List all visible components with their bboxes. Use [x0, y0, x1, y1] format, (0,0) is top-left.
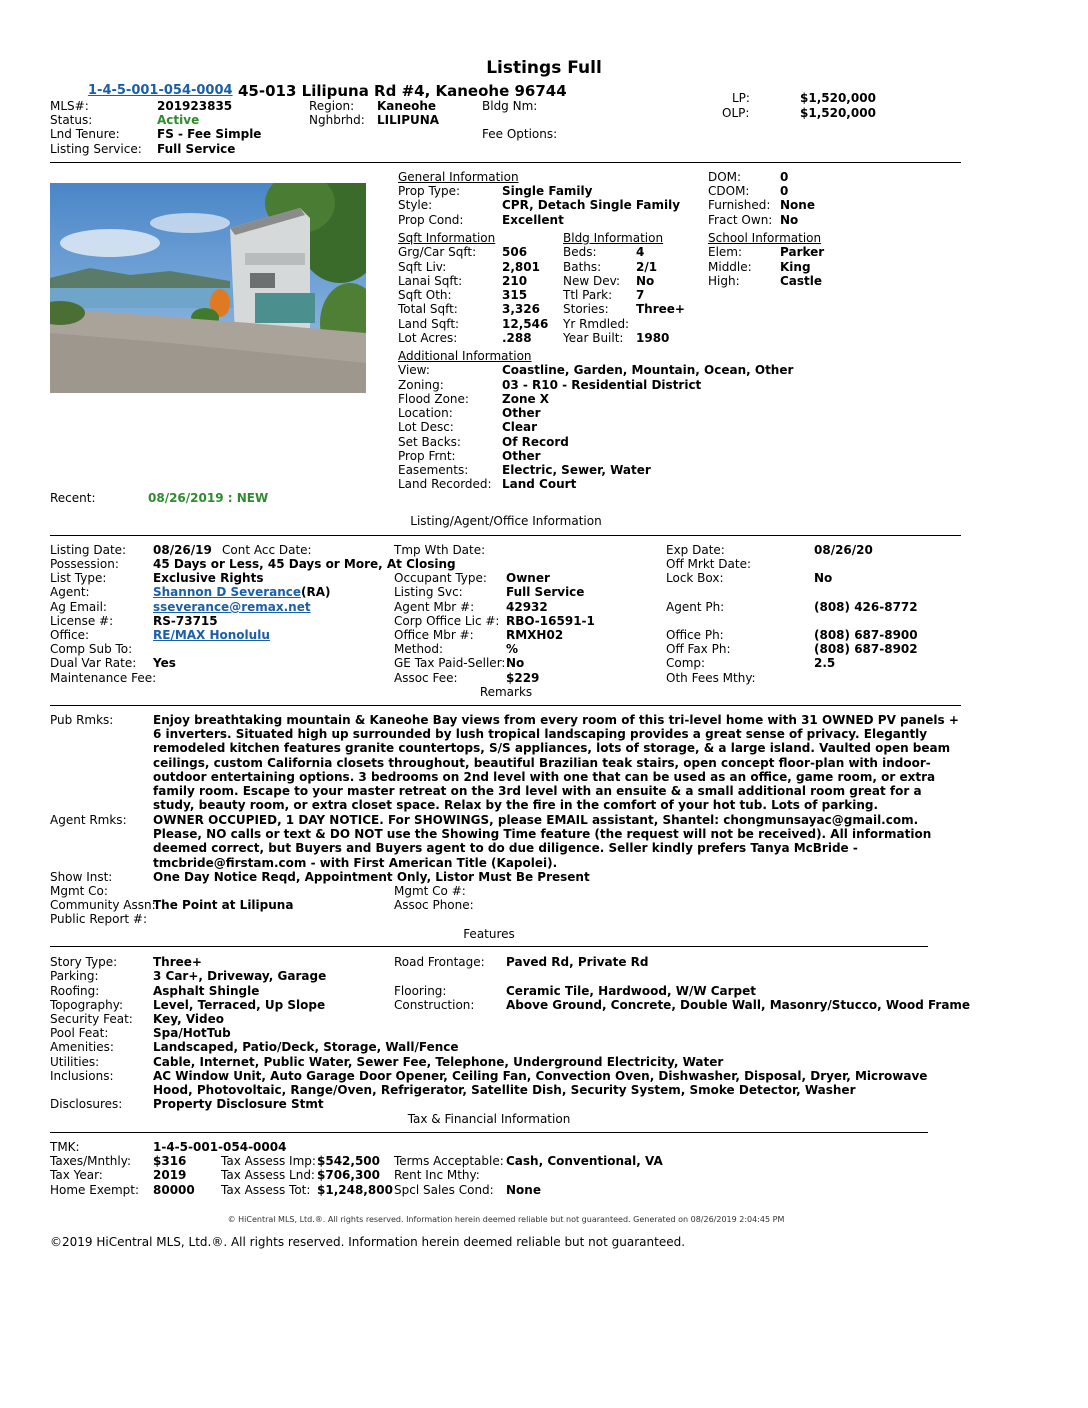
location-value: Other	[502, 406, 541, 420]
agent-mbr-label: Agent Mbr #:	[394, 600, 475, 614]
maintenance-fee-label: Maintenance Fee:	[50, 671, 157, 685]
service-label: Listing Service:	[50, 142, 142, 156]
license-label: License #:	[50, 614, 114, 628]
assess-lnd-value: $706,300	[317, 1168, 381, 1182]
security-label: Security Feat:	[50, 1012, 133, 1026]
mgmt-co-no-label: Mgmt Co #:	[394, 884, 466, 898]
zoning-value: 03 - R10 - Residential District	[502, 378, 702, 392]
agent-rmks-label: Agent Rmks:	[50, 813, 127, 827]
set-backs-value: Of Record	[502, 435, 569, 449]
exp-date-value: 08/26/20	[814, 543, 873, 557]
flooring-value: Ceramic Tile, Hardwood, W/W Carpet	[506, 984, 757, 998]
pub-rmks-label: Pub Rmks:	[50, 713, 114, 727]
prop-type-label: Prop Type:	[398, 184, 461, 198]
show-inst-label: Show Inst:	[50, 870, 113, 884]
dual-var-label: Dual Var Rate:	[50, 656, 137, 670]
agent-rmks-text: OWNER OCCUPIED, 1 DAY NOTICE. For SHOWINGS, please EMAIL assistant, Shantel: chongmunsayac@gmail.com. Please, NO calls or text & DO NOT use the Showing Time feature (the request will not be received). All information deemed correct, but Buyers and Buyers agent to do due diligence. Seller kindly prefers Tanya McBride - tmcbride@firstam.com - with First American Title (Kapolei).	[153, 813, 932, 870]
nghbrhd-value: LILIPUNA	[377, 113, 440, 127]
comp-value: 2.5	[814, 656, 836, 670]
mgmt-co-label: Mgmt Co:	[50, 884, 108, 898]
topography-value: Level, Terraced, Up Slope	[153, 998, 326, 1012]
tax-heading: Tax & Financial Information	[407, 1112, 571, 1126]
style-value: CPR, Detach Single Family	[502, 198, 681, 212]
additional-heading: Additional Information	[398, 349, 532, 363]
baths-label: Baths:	[563, 260, 602, 274]
office-mbr-value: RMXH02	[506, 628, 564, 642]
off-fax-label: Off Fax Ph:	[666, 642, 731, 656]
agent-suffix: (RA)	[301, 585, 331, 599]
prop-type-value: Single Family	[502, 184, 593, 198]
spcl-sales-label: Spcl Sales Cond:	[394, 1183, 494, 1197]
general-heading: General Information	[398, 170, 519, 184]
footer-copyright: ©2019 HiCentral MLS, Ltd.®. All rights reserved. Information herein deemed reliable but not guaranteed.	[50, 1235, 686, 1249]
office-ph-value: (808) 687-8900	[814, 628, 918, 642]
region-label: Region:	[309, 99, 355, 113]
occupant-label: Occupant Type:	[394, 571, 487, 585]
bldg-heading: Bldg Information	[563, 231, 664, 245]
comp-sub-label: Comp Sub To:	[50, 642, 133, 656]
lock-box-label: Lock Box:	[666, 571, 724, 585]
dual-var-value: Yes	[153, 656, 176, 670]
lot-desc-label: Lot Desc:	[398, 420, 454, 434]
ge-tax-value: No	[506, 656, 525, 670]
zoning-label: Zoning:	[398, 378, 444, 392]
status-value: Active	[157, 113, 200, 127]
flood-zone-value: Zone X	[502, 392, 550, 406]
tmk-label: TMK:	[50, 1140, 80, 1154]
tmk-value: 1-4-5-001-054-0004	[153, 1140, 287, 1154]
security-value: Key, Video	[153, 1012, 225, 1026]
agent-ph-label: Agent Ph:	[666, 600, 725, 614]
list-type-label: List Type:	[50, 571, 107, 585]
lanai-sqft-label: Lanai Sqft:	[398, 274, 463, 288]
sqft-heading: Sqft Information	[398, 231, 496, 245]
features-heading: Features	[463, 927, 515, 941]
lp-value: $1,520,000	[800, 91, 876, 105]
story-type-label: Story Type:	[50, 955, 118, 969]
prop-frnt-label: Prop Frnt:	[398, 449, 456, 463]
license-value: RS-73715	[153, 614, 218, 628]
land-recorded-value: Land Court	[502, 477, 577, 491]
office-mbr-label: Office Mbr #:	[394, 628, 474, 642]
amenities-value: Landscaped, Patio/Deck, Storage, Wall/Fence	[153, 1040, 459, 1054]
taxes-value: $316	[153, 1154, 187, 1168]
service-value: Full Service	[157, 142, 236, 156]
community-value: The Point at Lilipuna	[153, 898, 294, 912]
ttl-park-label: Ttl Park:	[563, 288, 613, 302]
office-ph-label: Office Ph:	[666, 628, 724, 642]
elem-value: Parker	[780, 245, 825, 259]
show-inst-value: One Day Notice Reqd, Appointment Only, Listor Must Be Present	[153, 870, 590, 884]
fract-own-label: Fract Own:	[708, 213, 773, 227]
parking-value: 3 Car+, Driveway, Garage	[153, 969, 327, 983]
oth-fees-label: Oth Fees Mthy:	[666, 671, 756, 685]
off-mrkt-label: Off Mrkt Date:	[666, 557, 752, 571]
method-value: %	[506, 642, 519, 656]
tax-year-label: Tax Year:	[50, 1168, 103, 1182]
listing-svc-label: Listing Svc:	[394, 585, 463, 599]
list-type-value: Exclusive Rights	[153, 571, 264, 585]
region-value: Kaneohe	[377, 99, 437, 113]
possession-value: 45 Days or Less, 45 Days or More, At Closing	[153, 557, 456, 571]
tenure-label: Lnd Tenure:	[50, 127, 120, 141]
lot-acres-label: Lot Acres:	[398, 331, 458, 345]
high-value: Castle	[780, 274, 823, 288]
terms-label: Terms Acceptable:	[394, 1154, 504, 1168]
terms-value: Cash, Conventional, VA	[506, 1154, 663, 1168]
utilities-value: Cable, Internet, Public Water, Sewer Fee, Telephone, Underground Electricity, Water	[153, 1055, 724, 1069]
corp-lic-value: RBO-16591-1	[506, 614, 595, 628]
sqft-oth-label: Sqft Oth:	[398, 288, 452, 302]
high-label: High:	[708, 274, 740, 288]
agent-link[interactable]: Shannon D Severance	[153, 585, 302, 599]
footer-generated: © HiCentral MLS, Ltd.®. All rights reserved. Information herein deemed reliable but not guaranteed. Generated on 08/26/2019 2:04:45 PM	[227, 1215, 785, 1224]
view-value: Coastline, Garden, Mountain, Ocean, Other	[502, 363, 794, 377]
furnished-label: Furnished:	[708, 198, 771, 212]
nghbrhd-label: Nghbrhd:	[309, 113, 365, 127]
beds-value: 4	[636, 245, 645, 259]
lot-desc-value: Clear	[502, 420, 538, 434]
baths-value: 2/1	[636, 260, 658, 274]
agent-mbr-value: 42932	[506, 600, 548, 614]
tax-divider	[50, 1132, 928, 1133]
lp-label: LP:	[732, 91, 750, 105]
inclusions-label: Inclusions:	[50, 1069, 114, 1083]
prop-frnt-value: Other	[502, 449, 541, 463]
ttl-park-value: 7	[636, 288, 645, 302]
middle-label: Middle:	[708, 260, 752, 274]
amenities-label: Amenities:	[50, 1040, 114, 1054]
mls-value: 201923835	[157, 99, 233, 113]
stories-label: Stories:	[563, 302, 609, 316]
furnished-value: None	[780, 198, 815, 212]
topography-label: Topography:	[50, 998, 123, 1012]
olp-value: $1,520,000	[800, 106, 876, 120]
school-heading: School Information	[708, 231, 822, 245]
flood-zone-label: Flood Zone:	[398, 392, 469, 406]
status-label: Status:	[50, 113, 93, 127]
new-dev-value: No	[636, 274, 655, 288]
remarks-divider	[50, 705, 961, 706]
pub-rmks-text: Enjoy breathtaking mountain & Kaneohe Bay views from every room of this tri-level home with 31 OWNED PV panels + 6 inverters. Situated high up surrounded by lush tropical landscaping provides a great sense of privacy. Elegantly remodeled kitchen features granite countertops, S/S appliances, lots of storage, & a large island. Vaulted open beam ceilings, custom California closets throughout, beautiful Brazilian teak stairs, open concept floor-plan with indoor-outdoor entertaining options. 3 bedrooms on 2nd level with one that can be used as an office, game room, or extra family room. Escape to your master retreat on the 3rd level with an ensuite & a small additional room great for a study, beauty room, or extra closet space. Relax by the fire in the comfort of your hot tub. Lots of parking.	[153, 713, 959, 813]
olp-label: OLP:	[722, 106, 750, 120]
grg-sqft-label: Grg/Car Sqft:	[398, 245, 477, 259]
agent-ph-value: (808) 426-8772	[814, 600, 918, 614]
land-sqft-value: 12,546	[502, 317, 549, 331]
road-frontage-label: Road Frontage:	[394, 955, 485, 969]
pool-value: Spa/HotTub	[153, 1026, 231, 1040]
construction-value: Above Ground, Concrete, Double Wall, Masonry/Stucco, Wood Frame	[506, 998, 971, 1012]
location-label: Location:	[398, 406, 453, 420]
set-backs-label: Set Backs:	[398, 435, 461, 449]
prop-cond-value: Excellent	[502, 213, 564, 227]
tax-year-value: 2019	[153, 1168, 187, 1182]
bldg-name-label: Bldg Nm:	[482, 99, 538, 113]
elem-label: Elem:	[708, 245, 743, 259]
cont-acc-label: Cont Acc Date:	[222, 543, 312, 557]
assess-lnd-label: Tax Assess Lnd:	[221, 1168, 315, 1182]
public-report-label: Public Report #:	[50, 912, 148, 926]
flooring-label: Flooring:	[394, 984, 447, 998]
disclosures-value: Property Disclosure Stmt	[153, 1097, 324, 1111]
agent-value-wrap	[153, 585, 331, 599]
roofing-value: Asphalt Shingle	[153, 984, 260, 998]
fee-options-label: Fee Options:	[482, 127, 558, 141]
new-dev-label: New Dev:	[563, 274, 621, 288]
ag-email-label: Ag Email:	[50, 600, 107, 614]
taxes-label: Taxes/Mnthly:	[50, 1154, 131, 1168]
easements-label: Easements:	[398, 463, 469, 477]
corp-lic-label: Corp Office Lic #:	[394, 614, 500, 628]
office-link[interactable]: RE/MAX Honolulu	[153, 628, 270, 642]
method-label: Method:	[394, 642, 444, 656]
assoc-phone-label: Assoc Phone:	[394, 898, 474, 912]
dom-label: DOM:	[708, 170, 742, 184]
assess-imp-value: $542,500	[317, 1154, 381, 1168]
agent-label: Agent:	[50, 585, 90, 599]
year-built-label: Year Built:	[563, 331, 624, 345]
possession-label: Possession:	[50, 557, 119, 571]
roofing-label: Roofing:	[50, 984, 100, 998]
comp-label: Comp:	[666, 656, 706, 670]
ge-tax-label: GE Tax Paid-Seller:	[394, 656, 506, 670]
prop-cond-label: Prop Cond:	[398, 213, 464, 227]
sqft-liv-value: 2,801	[502, 260, 540, 274]
cdom-value: 0	[780, 184, 789, 198]
spcl-sales-value: None	[506, 1183, 541, 1197]
assess-imp-label: Tax Assess Imp:	[221, 1154, 316, 1168]
agent-section-divider	[50, 535, 961, 536]
listing-date-label: Listing Date:	[50, 543, 127, 557]
beds-label: Beds:	[563, 245, 597, 259]
utilities-label: Utilities:	[50, 1055, 100, 1069]
recent-value: 08/26/2019 : NEW	[148, 491, 269, 505]
property-photo-image	[50, 183, 366, 393]
lock-box-value: No	[814, 571, 833, 585]
off-fax-value: (808) 687-8902	[814, 642, 918, 656]
land-sqft-label: Land Sqft:	[398, 317, 460, 331]
home-exempt-label: Home Exempt:	[50, 1183, 140, 1197]
disclosures-label: Disclosures:	[50, 1097, 123, 1111]
assoc-fee-value: $229	[506, 671, 540, 685]
rent-inc-label: Rent Inc Mthy:	[394, 1168, 480, 1182]
stories-value: Three+	[636, 302, 685, 316]
tmp-wth-label: Tmp Wth Date:	[394, 543, 486, 557]
middle-value: King	[780, 260, 811, 274]
fract-own-value: No	[780, 213, 799, 227]
story-type-value: Three+	[153, 955, 202, 969]
sqft-oth-value: 315	[502, 288, 528, 302]
remarks-heading: Remarks	[479, 685, 533, 699]
tmk-link[interactable]: 1-4-5-001-054-0004	[88, 83, 233, 98]
easements-value: Electric, Sewer, Water	[502, 463, 651, 477]
assess-tot-label: Tax Assess Tot:	[221, 1183, 311, 1197]
assoc-fee-label: Assoc Fee:	[394, 671, 458, 685]
property-photo	[50, 183, 366, 393]
header-divider	[50, 162, 961, 163]
inclusions-value: AC Window Unit, Auto Garage Door Opener, Ceiling Fan, Convection Oven, Dishwasher, Disposal, Dryer, Microwave Hood, Photovoltaic, Range/Oven, Refrigerator, Satellite Dish, Security System, Smoke Detector, Washer	[153, 1069, 928, 1098]
office-label: Office:	[50, 628, 90, 642]
grg-sqft-value: 506	[502, 245, 528, 259]
lanai-sqft-value: 210	[502, 274, 528, 288]
recent-label: Recent:	[50, 491, 96, 505]
community-label: Community Assn:	[50, 898, 156, 912]
agent-email-link[interactable]: sseverance@remax.net	[153, 600, 311, 614]
exp-date-label: Exp Date:	[666, 543, 725, 557]
pool-label: Pool Feat:	[50, 1026, 109, 1040]
mls-label: MLS#:	[50, 99, 89, 113]
total-sqft-label: Total Sqft:	[398, 302, 458, 316]
listing-address: 45-013 Lilipuna Rd #4, Kaneohe 96744	[238, 82, 567, 100]
tenure-value: FS - Fee Simple	[157, 127, 262, 141]
parking-label: Parking:	[50, 969, 99, 983]
view-label: View:	[398, 363, 430, 377]
dom-value: 0	[780, 170, 789, 184]
assess-tot-value: $1,248,800	[317, 1183, 393, 1197]
listing-date-value: 08/26/19	[153, 543, 212, 557]
occupant-value: Owner	[506, 571, 550, 585]
features-divider	[50, 946, 928, 947]
yr-rmdled-label: Yr Rmdled:	[563, 317, 630, 331]
total-sqft-value: 3,326	[502, 302, 540, 316]
home-exempt-value: 80000	[153, 1183, 195, 1197]
listing-svc-value: Full Service	[506, 585, 585, 599]
sqft-liv-label: Sqft Liv:	[398, 260, 447, 274]
style-label: Style:	[398, 198, 433, 212]
cdom-label: CDOM:	[708, 184, 750, 198]
agent-section-heading: Listing/Agent/Office Information	[410, 514, 602, 528]
lot-acres-value: .288	[502, 331, 532, 345]
road-frontage-value: Paved Rd, Private Rd	[506, 955, 649, 969]
page-title: Listings Full	[486, 58, 602, 78]
construction-label: Construction:	[394, 998, 475, 1012]
land-recorded-label: Land Recorded:	[398, 477, 492, 491]
year-built-value: 1980	[636, 331, 670, 345]
